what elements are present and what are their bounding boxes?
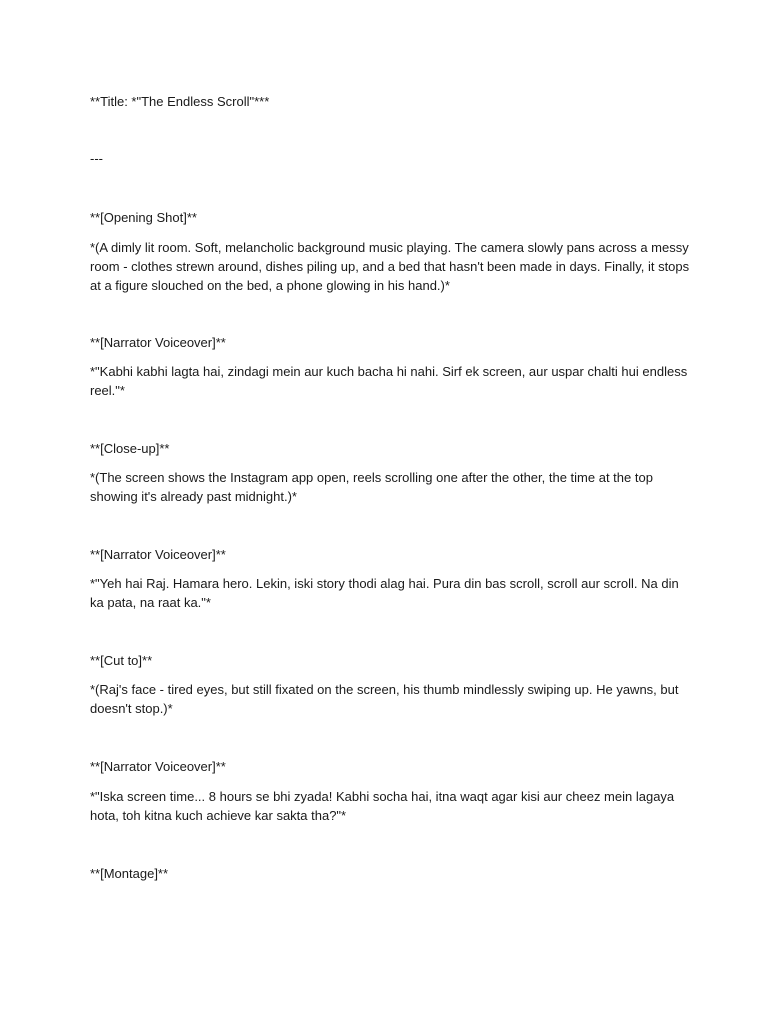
section-heading-narrator-2: **[Narrator Voiceover]** xyxy=(90,547,226,562)
section-text-narrator-1: *"Kabhi kabhi lagta hai, zindagi mein aur kuch bacha hi nahi. Sirf ek screen, aur uspar chalti hui endless reel."* xyxy=(90,364,688,398)
section-text-narrator-2: *"Yeh hai Raj. Hamara hero. Lekin, iski story thodi alag hai. Pura din bas scroll, scroll aur scroll. Na din ka pata, na raat ka."* xyxy=(90,576,679,610)
section-text-cut-to: *(Raj's face - tired eyes, but still fixated on the screen, his thumb mindlessly swiping up. He yawns, but doesn't stop.)* xyxy=(90,682,679,716)
title-line: **Title: *"The Endless Scroll"*** xyxy=(90,94,270,109)
section-heading-opening-shot: **[Opening Shot]** xyxy=(90,210,197,225)
section-text-narrator-3: *"Iska screen time... 8 hours se bhi zyada! Kabhi socha hai, itna waqt agar kisi aur cheez mein lagaya hota, toh kitna kuch achieve kar sakta tha?"* xyxy=(90,789,675,823)
section-heading-montage: **[Montage]** xyxy=(90,866,169,881)
section-heading-narrator-1: **[Narrator Voiceover]** xyxy=(90,335,226,350)
separator-line: --- xyxy=(90,151,103,166)
section-heading-cut-to: **[Cut to]** xyxy=(90,653,153,668)
section-text-opening-shot: *(A dimly lit room. Soft, melancholic background music playing. The camera slowly pans across a messy room - clothes strewn around, dishes piling up, and a bed that hasn't been made in days. Finally, it stops at a figure slouched on the bed, a phone glowing in his hand.)* xyxy=(90,240,690,293)
section-heading-narrator-3: **[Narrator Voiceover]** xyxy=(90,759,226,774)
section-heading-close-up: **[Close-up]** xyxy=(90,441,170,456)
section-text-close-up: *(The screen shows the Instagram app open, reels scrolling one after the other, the time at the top showing it's already past midnight.)* xyxy=(90,470,653,504)
